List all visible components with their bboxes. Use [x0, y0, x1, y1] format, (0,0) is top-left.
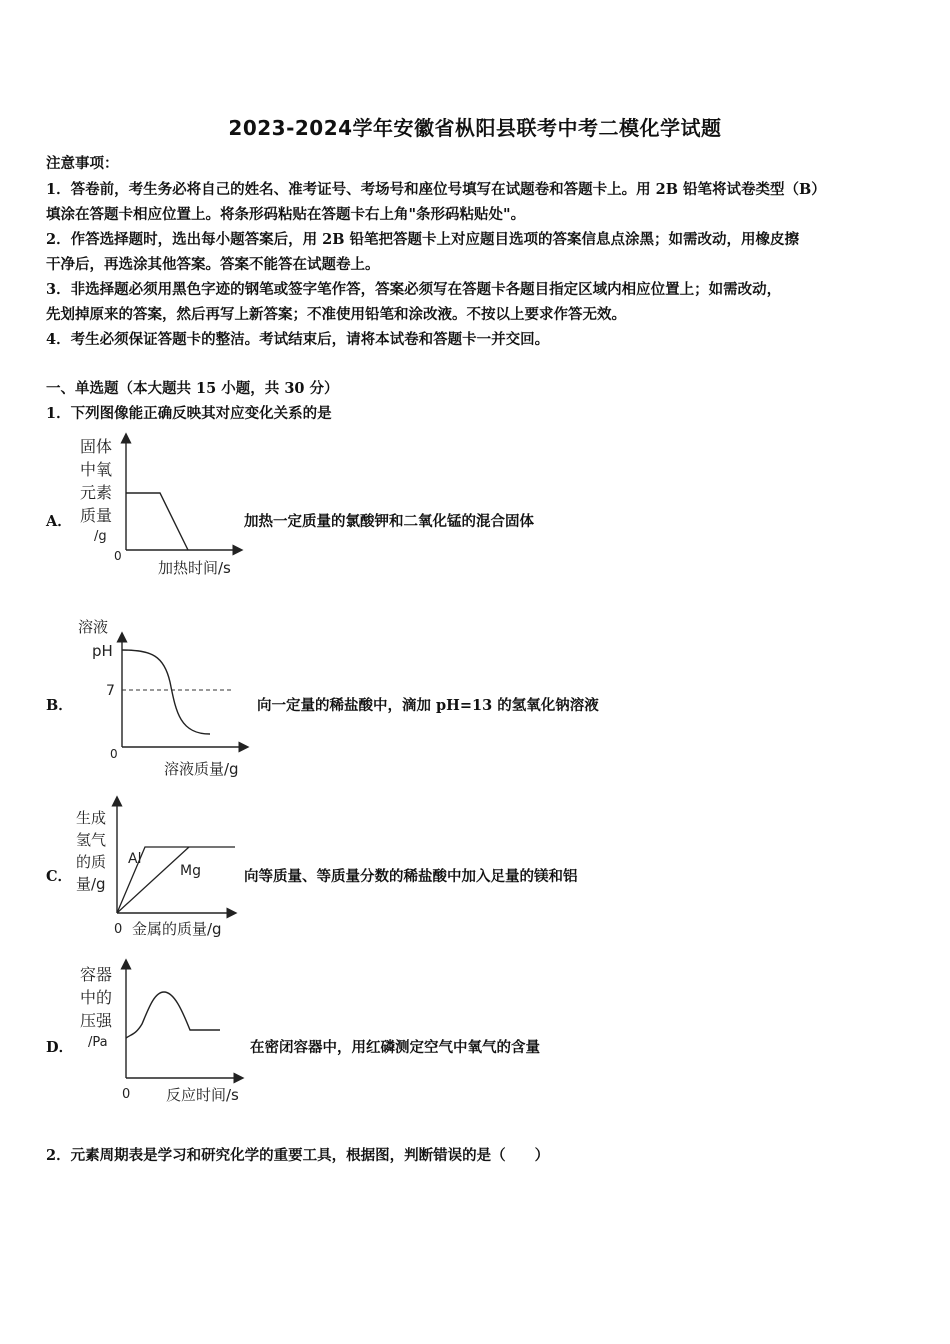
option-d-text: 在密闭容器中，用红磷测定空气中氧气的含量: [250, 1039, 540, 1056]
question-1-stem: 1．下列图像能正确反映其对应变化关系的是: [46, 405, 332, 422]
notice-line-5: 3．非选择题必须用黑色字迹的钢笔或签字笔作答，答案必须写在答题卡各题目指定区域内相应位置上；如需改动，: [46, 281, 782, 298]
option-b-ylabel-1: 溶液: [78, 618, 109, 636]
option-a-letter: A．: [46, 513, 72, 530]
option-c-al-label: Al: [128, 851, 142, 867]
option-c-origin: 0: [114, 922, 123, 937]
option-a-origin: 0: [114, 549, 122, 563]
option-c-mg-label: Mg: [180, 863, 201, 879]
option-c-xlabel: 金属的质量/g: [132, 920, 222, 938]
option-b-xlabel: 溶液质量/g: [164, 760, 239, 778]
section-heading: 一、单选题（本大题共 15 小题，共 30 分）: [46, 380, 339, 397]
option-d-ylabel-2: 中的: [80, 988, 113, 1007]
option-c-ylabel-1: 生成: [76, 809, 107, 827]
option-b-graph: [72, 612, 262, 782]
notice-heading: 注意事项：: [46, 155, 119, 172]
option-c-ylabel-4: 量/g: [76, 875, 106, 893]
option-b-letter: B．: [46, 697, 73, 714]
question-2-stem: 2．元素周期表是学习和研究化学的重要工具，根据图，判断错误的是（ ）: [46, 1147, 550, 1164]
option-d-curve: [126, 992, 220, 1038]
option-a-curve: [126, 493, 188, 550]
option-c-graph: [70, 795, 250, 945]
notice-line-4: 干净后，再选涂其他答案。答案不能答在试题卷上。: [46, 256, 380, 273]
option-d-ylabel-4: /Pa: [88, 1035, 108, 1050]
option-a-xlabel: 加热时间/s: [158, 559, 231, 577]
option-d-letter: D．: [46, 1039, 74, 1056]
option-d-ylabel-3: 压强: [80, 1011, 113, 1030]
option-b-curve: [122, 650, 210, 734]
option-a-ylabel-5: /g: [94, 529, 107, 544]
option-c-ylabel-3: 的质: [76, 853, 107, 871]
option-c-text: 向等质量、等质量分数的稀盐酸中加入足量的镁和铝: [244, 868, 578, 885]
notice-line-7: 4．考生必须保证答题卡的整洁。考试结束后，请将本试卷和答题卡一并交回。: [46, 331, 550, 348]
notice-line-1: 1．答卷前，考生务必将自己的姓名、准考证号、考场号和座位号填写在试题卷和答题卡上。用 2B 铅笔将试卷类型（B）: [46, 181, 826, 198]
option-a-ylabel-3: 元素: [80, 483, 113, 502]
option-a-graph: [70, 430, 250, 580]
option-a-ylabel-1: 固体: [80, 437, 113, 456]
option-a-text: 加热一定质量的氯酸钾和二氧化锰的混合固体: [244, 513, 534, 530]
notice-line-2: 填涂在答题卡相应位置上。将条形码粘贴在答题卡右上角"条形码粘贴处"。: [46, 206, 526, 223]
option-b-origin: 0: [110, 747, 118, 761]
page-title: 2023-2024学年安徽省枞阳县联考中考二模化学试题: [228, 116, 722, 140]
option-d-ylabel-1: 容器: [80, 965, 113, 984]
option-d-graph: [74, 958, 254, 1108]
option-b-ylabel-2: pH: [92, 642, 113, 660]
notice-line-6: 先划掉原来的答案，然后再写上新答案；不准使用铅笔和涂改液。不按以上要求作答无效。: [46, 306, 626, 323]
option-b-text: 向一定量的稀盐酸中，滴加 pH=13 的氢氧化钠溶液: [257, 697, 599, 714]
option-a-ylabel-2: 中氧: [80, 460, 113, 479]
option-c-letter: C．: [46, 868, 73, 885]
option-a-ylabel-4: 质量: [80, 506, 113, 525]
option-d-xlabel: 反应时间/s: [166, 1086, 239, 1104]
notice-line-3: 2．作答选择题时，选出每小题答案后，用 2B 铅笔把答题卡上对应题目选项的答案信息点涂黑；如需改动，用橡皮擦: [46, 231, 800, 248]
option-c-ylabel-2: 氢气: [76, 831, 107, 849]
option-d-origin: 0: [122, 1087, 131, 1102]
option-b-y-tick: 7: [106, 683, 115, 699]
